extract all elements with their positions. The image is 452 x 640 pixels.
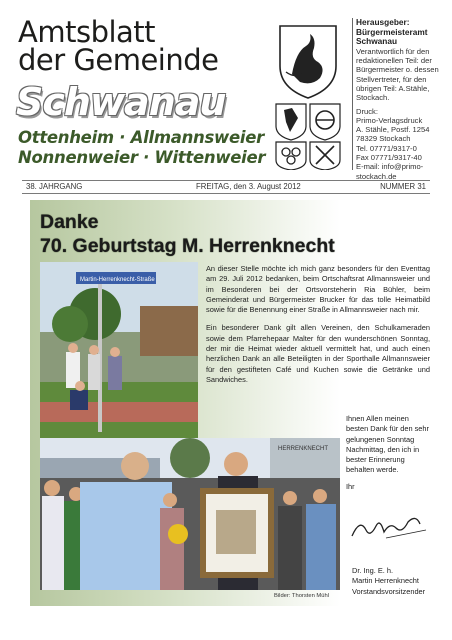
signer-title: Dr. Ing. E. h. [352, 566, 394, 575]
masthead-places [18, 128, 265, 168]
ottenheim-crest-icon [276, 104, 306, 140]
print-line: stockach.de [356, 171, 397, 181]
signer-block [352, 566, 438, 597]
headline-line-1: Danke [40, 211, 99, 233]
wittenweier-crest-icon [310, 142, 340, 170]
signer-role: Vorstandsvorsitzender [352, 586, 426, 596]
allmannsweier-crest-icon [310, 104, 340, 140]
article-headline [40, 210, 335, 258]
swan-crest-icon [280, 26, 336, 98]
print-line: Fax 07771/9317-40 [356, 153, 422, 163]
print-line: E-mail: info@primo- [356, 162, 424, 172]
places-line-2: Nonnenweier · Wittenweier [18, 148, 266, 167]
masthead-title [18, 15, 219, 77]
headline-line-2: 70. Geburtstag M. Herrenknecht [40, 235, 335, 257]
print-label: Druck: [356, 106, 378, 116]
print-line: Tel. 07771/9317-0 [356, 143, 417, 153]
issue-volume: 38. JAHRGANG [26, 182, 83, 191]
street-sign-text: Martin-Herrenknecht-Straße [80, 277, 155, 283]
photo-street-sign [40, 262, 198, 438]
title-line-2: der Gemeinde [18, 43, 219, 77]
coat-of-arms-group [272, 22, 344, 170]
print-line: 78329 Stockach [356, 134, 411, 144]
photo-painting-handover [40, 438, 340, 590]
signature-icon [346, 508, 432, 546]
divider [352, 18, 353, 170]
issue-date: FREITAG, den 3. August 2012 [196, 182, 301, 191]
crest-icons [272, 22, 344, 170]
masthead-brand: Schwanau [16, 80, 226, 124]
article-body [206, 264, 430, 393]
photo-credit: Bilder: Thorsten Mühl [274, 593, 329, 599]
title-line-1: Amtsblatt [18, 15, 156, 49]
publisher-heading-2: Bürgermeisteramt [356, 26, 428, 37]
article-paragraph-1: An dieser Stelle möchte ich mich ganz besonders für den Eventtag am 29. Juli 2012 bedanken, beim Ortschaftsrat Allmannsweier und im Besonderen bei der Ortsvorsteherin Ria Bühler, beim Gemeinderat und Bürgermeister Brucker für das tolle Heimatbild sowie für die Benennung einer Straße in Allmannsweier nach mir. [206, 264, 430, 315]
issue-number: NUMMER 31 [380, 182, 426, 191]
print-line: A. Stähle, Postf. 1254 [356, 125, 430, 135]
article-paragraph-2: Ein besonderer Dank gilt allen Vereinen, den Schulkameraden sowie dem Pfarrehepaar Malter für den wunderschönen Sonntag, der mir die Heimat wieder aktuell vermittelt hat, und auch einen herzlichen Dank an alle Beteiligten in der Sporthalle Allmannsweier für den gestifteten Café und Kuchen sowie die Getränke und Sandwiches. [206, 323, 430, 384]
nonnenweier-crest-icon [276, 142, 306, 170]
issue-info-bar [22, 180, 430, 194]
publisher-responsibility: Verantwortlich für den redaktionellen Teil: der Bürgermeister o. dessen Stellvertreter, für den übrigen Teil: A.Stähle, Stockach. [356, 46, 439, 103]
closing-word: Ihr [346, 481, 355, 491]
publisher-heading-1: Herausgeber: [356, 17, 410, 27]
print-line: Primo-Verlagsdruck [356, 115, 423, 125]
signer-name: Martin Herrenknecht [352, 576, 419, 586]
places-line-1: Ottenheim · Allmannsweier [18, 128, 264, 147]
publisher-heading-3: Schwanau [356, 36, 398, 47]
article-closing [346, 414, 432, 498]
closing-text: Ihnen Allen meinen besten Dank für den sehr gelungenen Sonntag Nachmittag, den ich in bester Erinnerung behalten werde. [346, 414, 429, 475]
banner-text: HERRENKNECHT [278, 446, 329, 452]
publisher-info [356, 18, 448, 181]
